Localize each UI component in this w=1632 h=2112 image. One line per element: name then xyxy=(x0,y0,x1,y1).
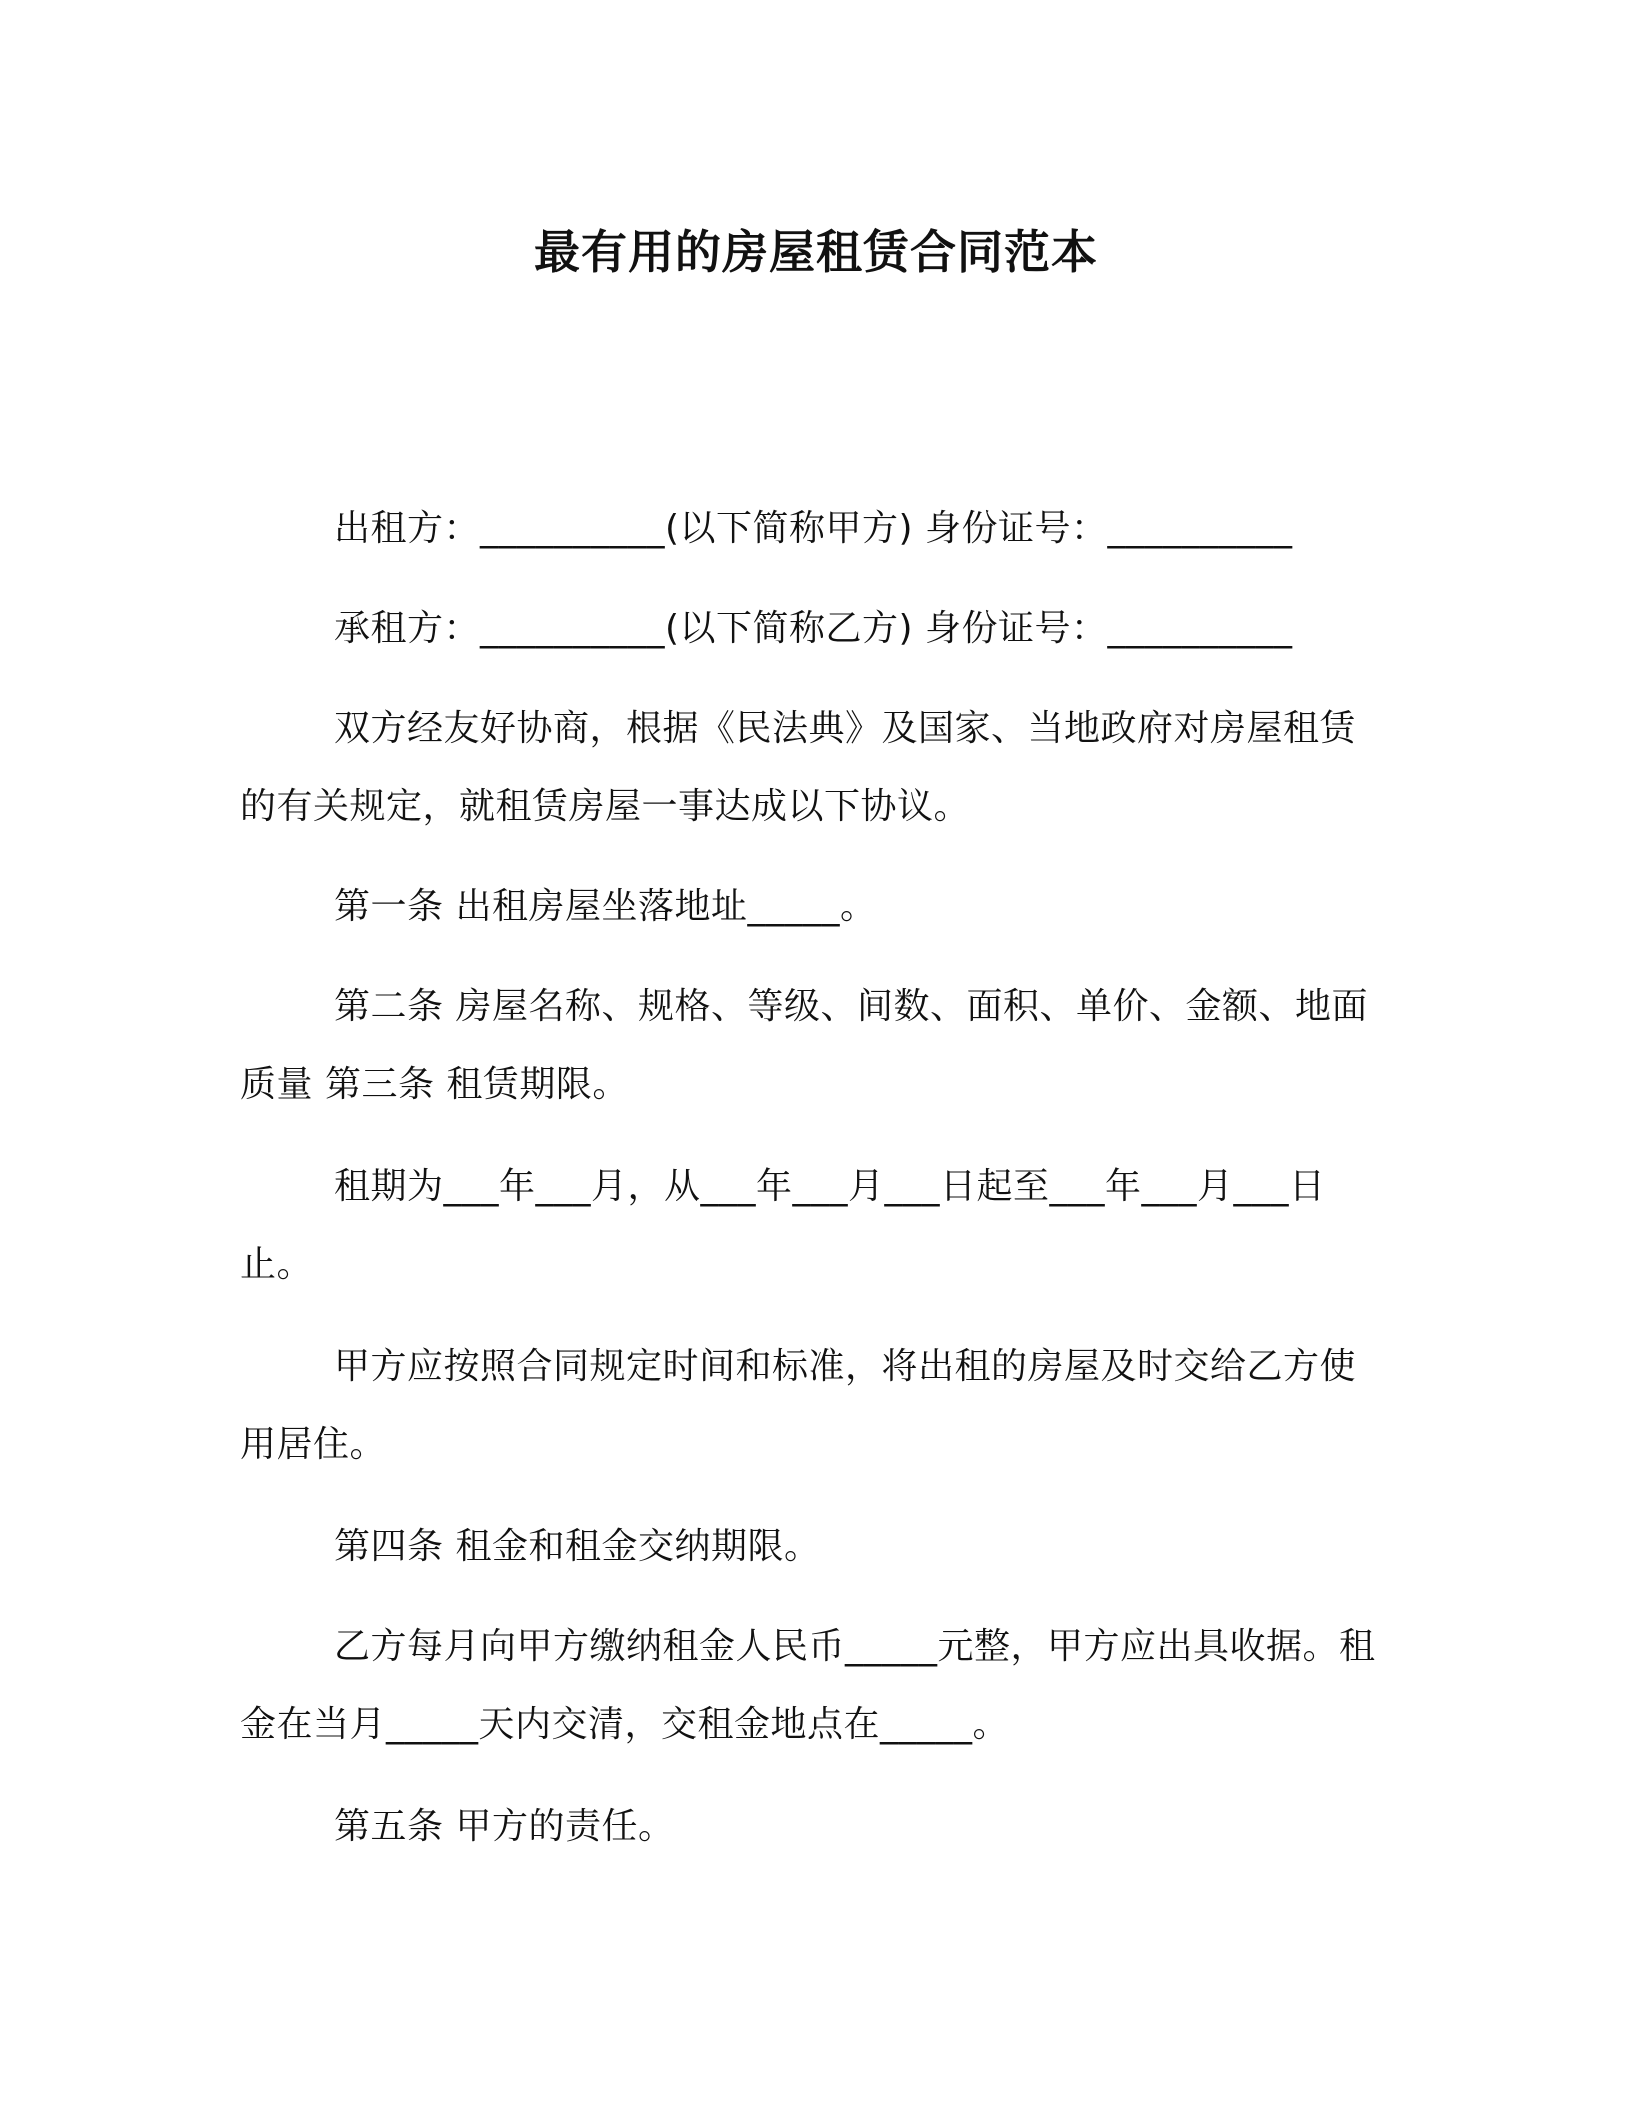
article-1: 第一条 出租房屋坐落地址_____。 xyxy=(334,886,877,927)
article-4: 第四条 租金和租金交纳期限。 xyxy=(334,1526,821,1567)
lease-term: 租期为___年___月，从___年___月___日起至___年___月___日止。 xyxy=(240,1166,1326,1285)
document-title: 最有用的房屋租赁合同范本 xyxy=(534,225,1098,279)
article-5: 第五条 甲方的责任。 xyxy=(334,1806,675,1847)
lessee-line: 承租方：__________(以下简称乙方) 身份证号：__________ xyxy=(334,608,1293,649)
article-2-3: 第二条 房屋名称、规格、等级、间数、面积、单价、金额、地面质量 第三条 租赁期限。 xyxy=(240,986,1368,1105)
agreement-intro: 双方经友好协商，根据《民法典》及国家、当地政府对房屋租赁的有关规定，就租赁房屋一事达成以下协议。 xyxy=(240,708,1357,827)
rent-payment: 乙方每月向甲方缴纳租金人民币_____元整，甲方应出具收据。租金在当月_____天内交清，交租金地点在_____。 xyxy=(240,1626,1376,1745)
lessor-delivery: 甲方应按照合同规定时间和标准，将出租的房屋及时交给乙方使用居住。 xyxy=(240,1346,1357,1465)
lessor-line: 出租方：__________(以下简称甲方) 身份证号：__________ xyxy=(334,508,1293,549)
